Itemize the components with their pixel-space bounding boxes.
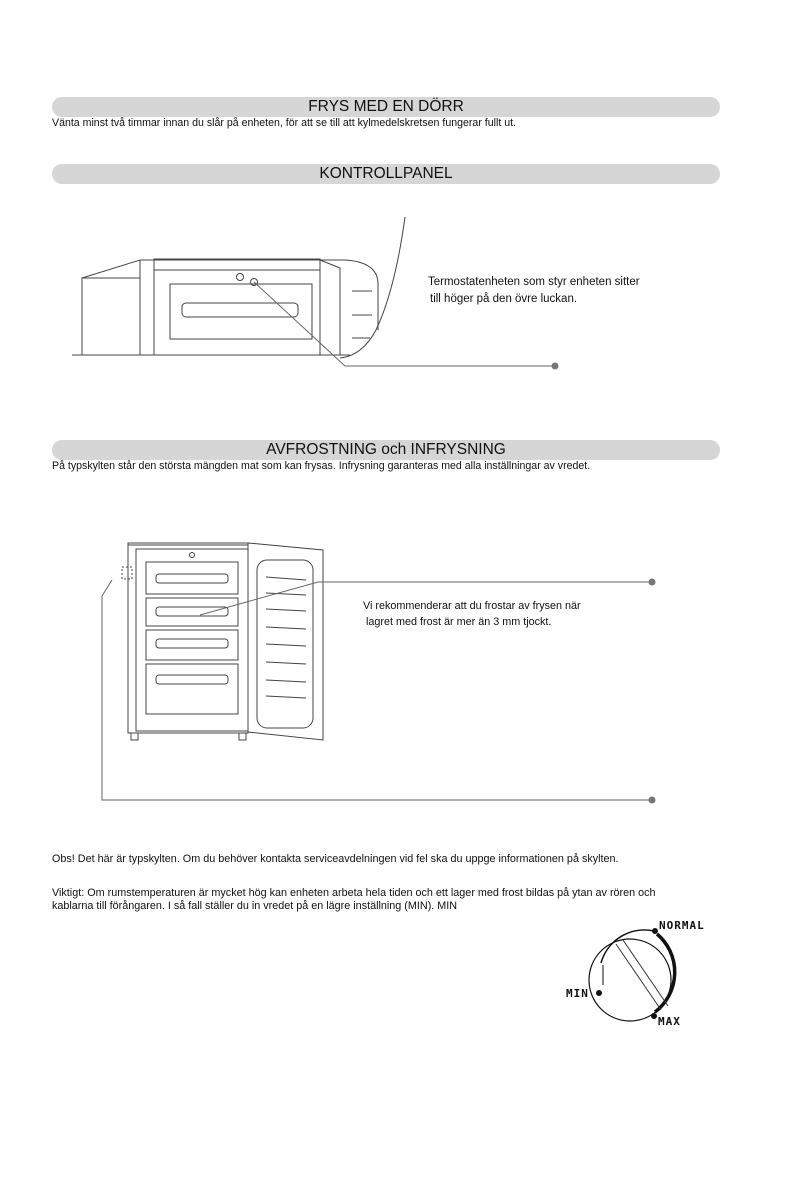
obs-notice: Obs! Det här är typskylten. Om du behöver kontakta serviceavdelningen vid fel ska du uppge informationen på skylten. [52, 853, 619, 865]
control-note-line1: Termostatenheten som styr enheten sitter [428, 276, 640, 288]
defrost-paragraph: På typskylten står den största mängden mat som kan frysas. Infrysning garanteras med alla inställningar av vredet. [52, 460, 591, 472]
defrost-note-line1: Vi rekommenderar att du frostar av frysen när [363, 600, 581, 612]
intro-paragraph: Vänta minst två timmar innan du slår på enheten, för att se till att kylmedelskretsen fungerar fullt ut. [52, 117, 516, 129]
dial-label-normal: NORMAL [659, 919, 705, 932]
important-notice-line1: Viktigt: Om rumstemperaturen är mycket hög kan enheten arbeta hela tiden och ett lager med frost bildas på ytan av rören och [52, 887, 656, 899]
defrost-note-line2: lagret med frost är mer än 3 mm tjockt. [366, 616, 552, 628]
thermostat-dial-illustration [589, 930, 675, 1021]
dial-label-max: MAX [658, 1015, 681, 1028]
section-title-avfrostning: AVFROSTNING och INFRYSNING [266, 441, 506, 458]
section-header-bar [52, 440, 720, 460]
dial-label-min: MIN [566, 987, 589, 1000]
section-title-kontrollpanel: KONTROLLPANEL [319, 165, 453, 182]
section-title-frys: FRYS MED EN DÖRR [308, 98, 464, 115]
important-notice-line2: kablarna till förångaren. I så fall ställer du in vredet på en lägre inställning (MIN). MIN [52, 900, 458, 912]
control-note-line2: till höger på den övre luckan. [430, 293, 578, 305]
freezer-open-illustration [102, 543, 652, 800]
